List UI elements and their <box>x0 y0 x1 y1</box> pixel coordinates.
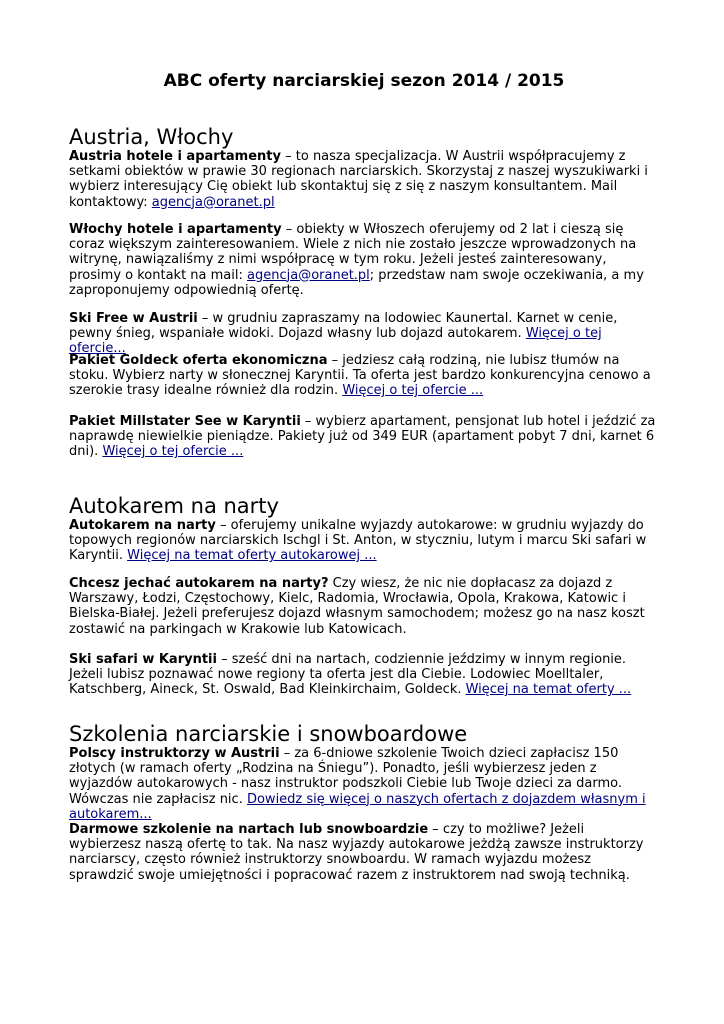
paragraph-chcesz-jechac <box>69 576 659 637</box>
more-link[interactable]: Więcej o tej ofercie... <box>69 326 602 357</box>
section-heading-austria-wlochy: Austria, Włochy <box>69 125 234 149</box>
paragraph-text: – czy to możliwe? Jeżeli wybierzesz naszą ofertę to tak. Na nasz wyjazdy autokarowe jeżdżą zawsze instruktorzy narciarscy, często również instruktorzy snowboardu. W ramach wyjazdu możesz sprawdzić swoje umiejętności i popracować razem z instruktorem nad swoją techniką. <box>69 822 644 883</box>
paragraph-autokarem-na-narty <box>69 518 659 564</box>
paragraph-text: – obiekty w Włoszech oferujemy od 2 lat i cieszą się coraz większym zainteresowaniem. Wiele z nich nie zostało jeszcze wprowadzonych na witrynę, nawiązaliśmy z nimi współpracę w tym roku. Jeżeli jesteś zainteresowany, prosimy o kontakt na mail: <box>69 222 637 283</box>
paragraph-text-after: ; przedstaw nam swoje oczekiwania, a my zaproponujemy odpowiednią ofertę. <box>69 267 644 298</box>
paragraph-lead: Chcesz jechać autokarem na narty? <box>69 576 329 591</box>
paragraph-austria-hotele <box>69 149 659 210</box>
more-link[interactable]: Więcej o tej ofercie ... <box>102 444 244 460</box>
more-link[interactable]: Więcej na temat oferty autokarowej ... <box>127 548 377 564</box>
paragraph-lead: Włochy hotele i apartamenty <box>69 222 282 237</box>
section-heading-szkolenia: Szkolenia narciarskie i snowboardowe <box>69 722 468 746</box>
paragraph-lead: Pakiet Goldeck oferta ekonomiczna <box>69 353 328 368</box>
paragraph-polscy-instruktorzy <box>69 746 659 822</box>
paragraph-text: – to nasza specjalizacja. W Austrii współpracujemy z setkami obiektów w prawie 30 regionach narciarskich. Skorzystaj z naszej wyszukiwarki i wybierz interesujący Cię obiekt lub skontaktuj się z się z naszym konsultantem. Mail kontaktowy: <box>69 149 648 210</box>
paragraph-lead: Darmowe szkolenie na nartach lub snowboardzie <box>69 822 429 837</box>
email-link[interactable]: agencja@oranet.pl <box>247 267 370 283</box>
paragraph-text: – jedziesz całą rodziną, nie lubisz tłumów na stoku. Wybierz narty w słonecznej Karyntii. Ta oferta jest bardzo konkurencyjna cenowo a szerokie trasy idealne również dla rodzin. <box>69 353 651 399</box>
paragraph-lead: Pakiet Millstater See w Karyntii <box>69 414 301 429</box>
more-link[interactable]: Więcej na temat oferty ... <box>465 682 632 698</box>
paragraph-goldeck <box>69 353 659 399</box>
paragraph-wlochy-hotele <box>69 222 659 298</box>
paragraph-text: – sześć dni na nartach, codziennie jeździmy w innym regionie. Jeżeli lubisz poznawać nowe regiony ta oferta jest dla Ciebie. Lodowiec Moelltaler, Katschberg, Aineck, St. Oswald, Bad Kleinkirchaim, Goldeck. <box>69 652 627 698</box>
email-link[interactable]: agencja@oranet.pl <box>151 194 275 210</box>
paragraph-darmowe-szkolenie <box>69 822 659 883</box>
more-link[interactable]: Więcej o tej ofercie ... <box>342 383 484 399</box>
paragraph-text: – w grudniu zapraszamy na lodowiec Kaunertal. Karnet w cenie, pewny śnieg, wspaniałe widoki. Dojazd własny lub dojazd autokarem. <box>69 311 618 342</box>
more-link[interactable]: Dowiedz się więcej o naszych ofertach z dojazdem własnym i autokarem... <box>69 791 646 822</box>
document-title: ABC oferty narciarskiej sezon 2014 / 2015 <box>163 71 565 91</box>
paragraph-lead: Austria hotele i apartamenty <box>69 149 281 164</box>
paragraph-lead: Polscy instruktorzy w Austrii <box>69 746 280 761</box>
paragraph-millstater-see <box>69 414 659 460</box>
section-heading-autokarem: Autokarem na narty <box>69 494 279 518</box>
paragraph-ski-free <box>69 311 659 357</box>
paragraph-text: – oferujemy unikalne wyjazdy autokarowe: w grudniu wyjazdy do topowych regionów narciarskich Ischgl i St. Anton, w styczniu, lutym i marcu Ski safari w Karyntii. <box>69 518 647 564</box>
paragraph-lead: Autokarem na narty <box>69 518 216 533</box>
paragraph-lead: Ski Free w Austrii <box>69 311 198 326</box>
paragraph-text: – wybierz apartament, pensjonat lub hotel i jeździć za naprawdę niewielkie pieniądze. Pakiety już od 349 EUR (apartament pobyt 7 dni, karnet 6 dni). <box>69 414 656 460</box>
paragraph-text: – za 6-dniowe szkolenie Twoich dzieci zapłacisz 150 złotych (w ramach oferty „Rodzina na Śniegu”). Ponadto, jeśli wybierzesz jeden z wyjazdów autokarowych - nasz instruktor podszkoli Ciebie lub Twoje dzieci za darmo. Wówczas nie zapłacisz nic. <box>69 746 623 807</box>
paragraph-ski-safari <box>69 652 659 698</box>
paragraph-lead: Ski safari w Karyntii <box>69 652 217 667</box>
paragraph-text: Czy wiesz, że nic nie dopłacasz za dojazd z Warszawy, Łodzi, Częstochowy, Kielc, Radomia, Wrocławia, Opola, Krakowa, Katowic i Bielska-Białej. Jeżeli preferujesz dojazd własnym samochodem; możesz go na nasz koszt zostawić na parkingach w Krakowie lub Katowicach. <box>69 576 645 637</box>
